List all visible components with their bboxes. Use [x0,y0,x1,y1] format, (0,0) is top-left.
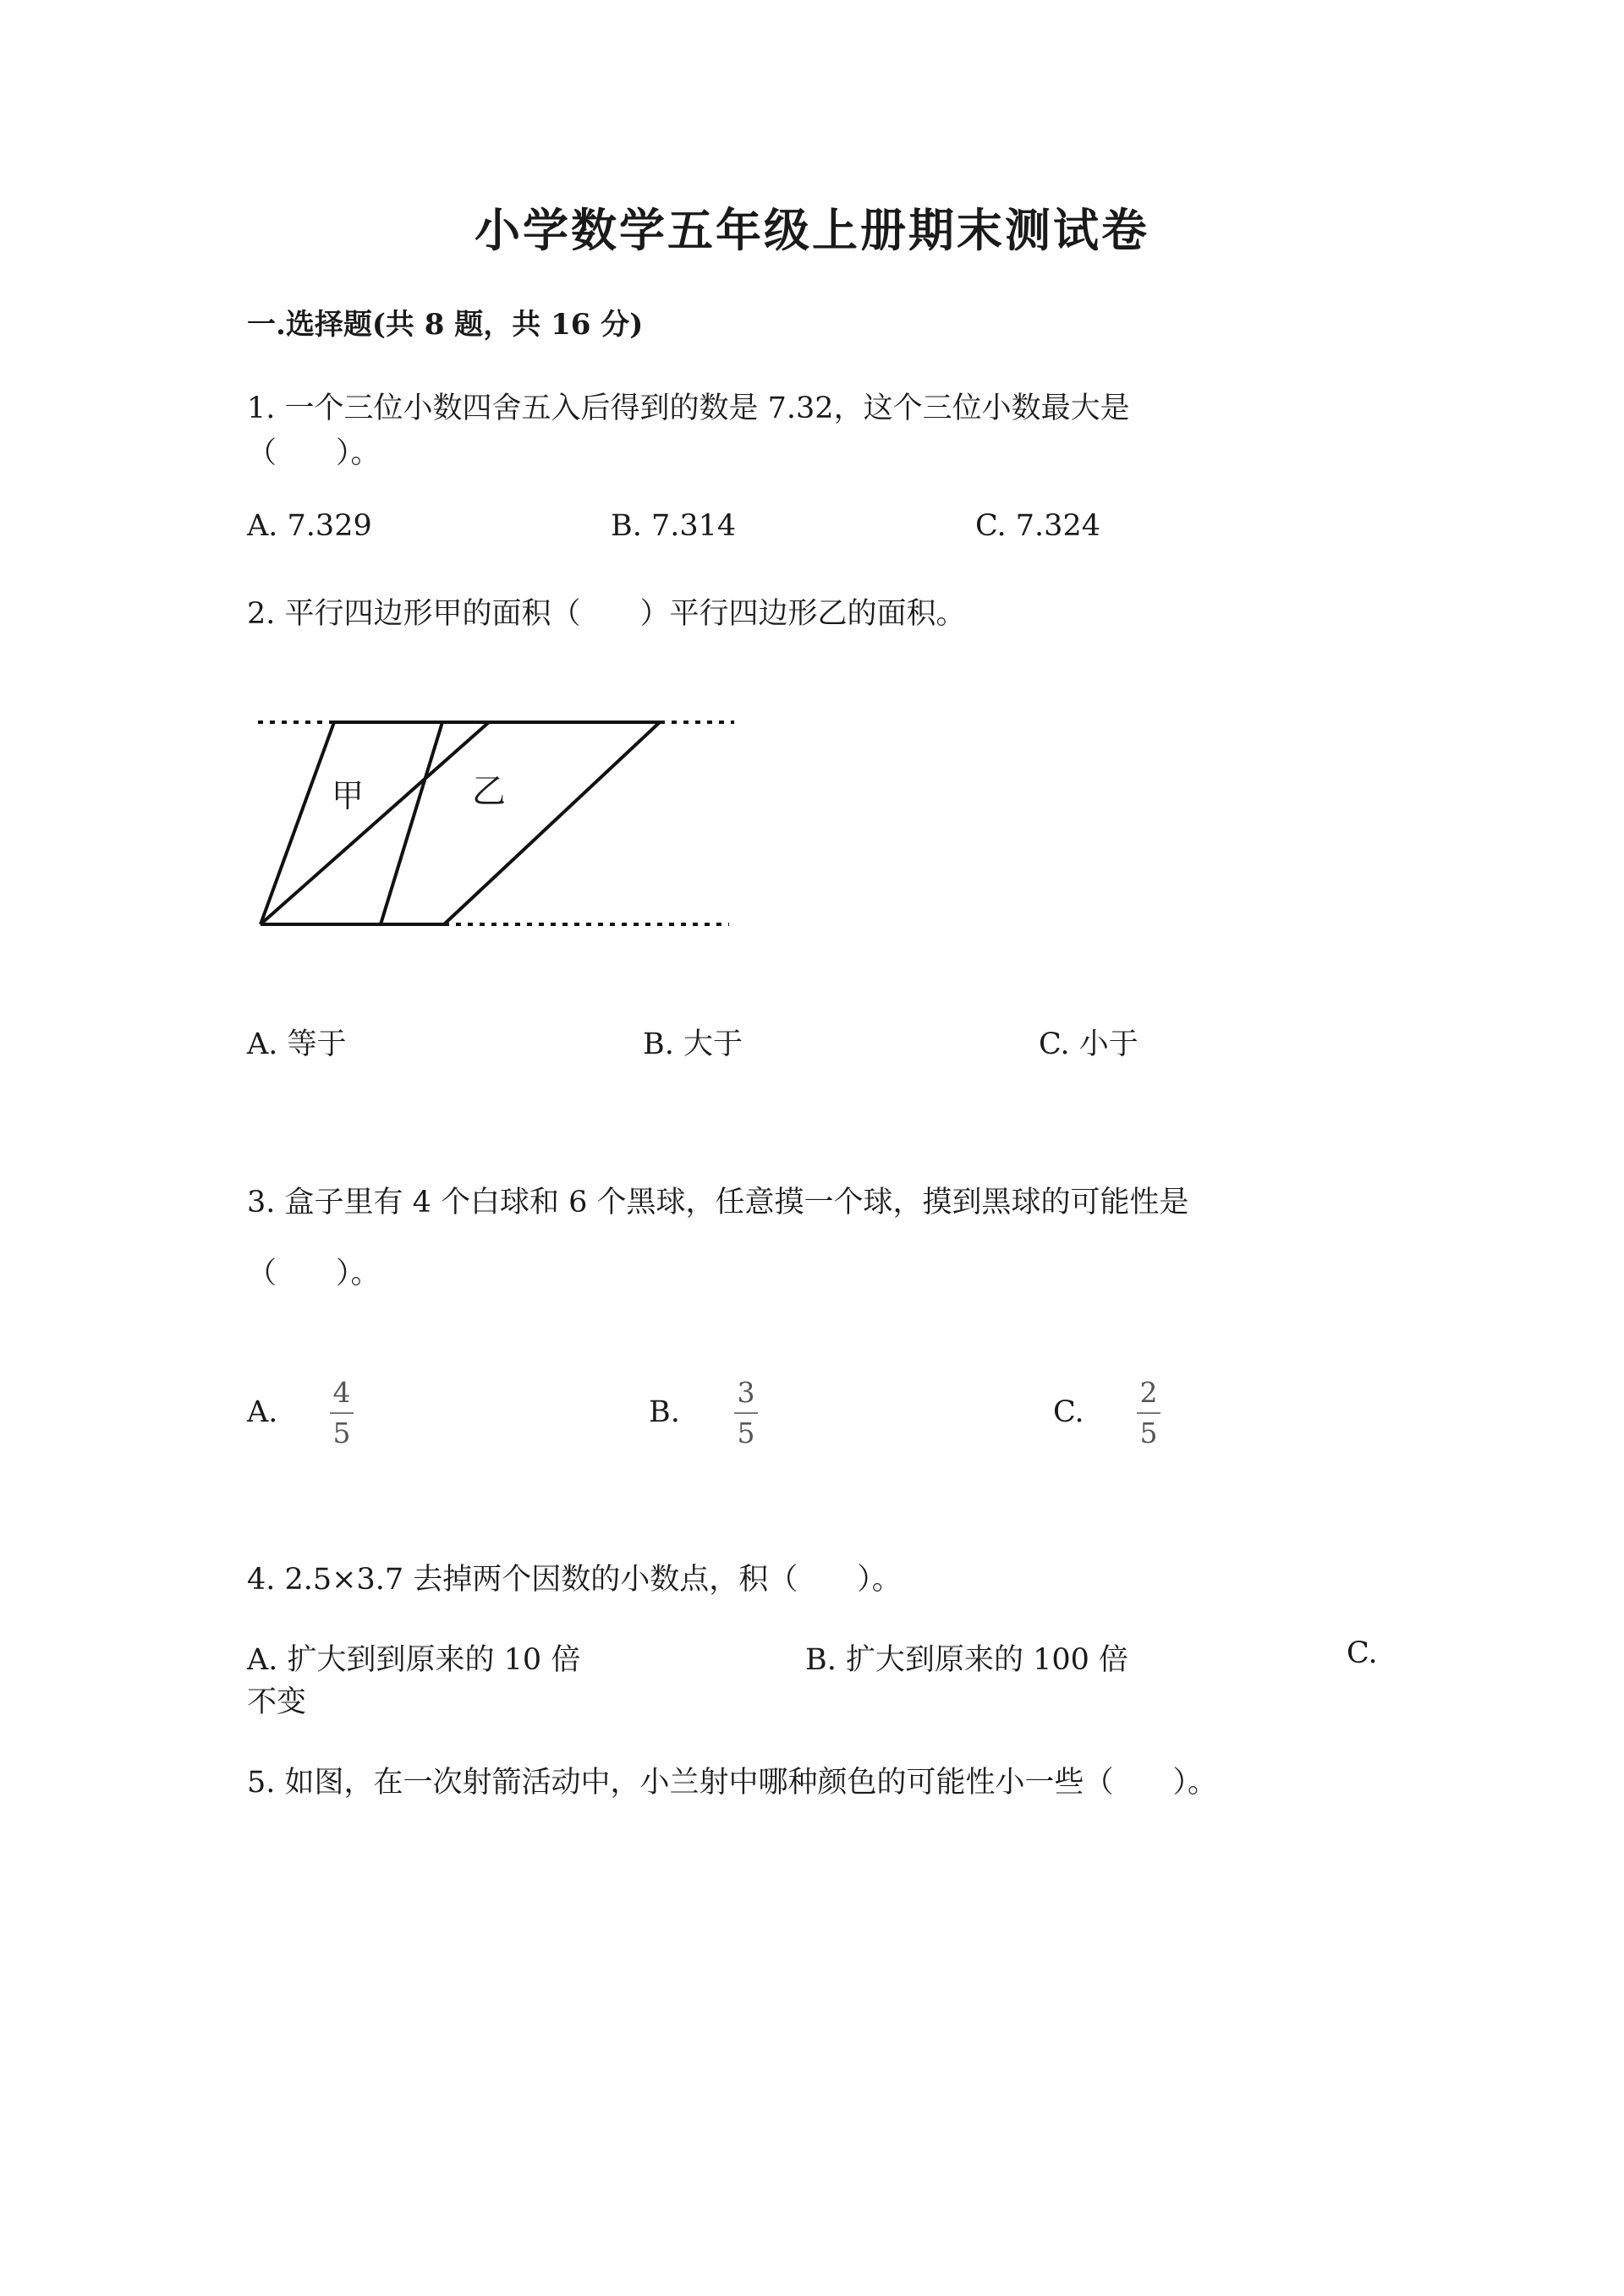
question-1-option-a: A. 7.329 [247,509,372,543]
question-1-option-b: B. 7.314 [611,509,737,543]
question-1-text: 1. 一个三位小数四舍五入后得到的数是 7.32，这个三位小数最大是 [247,392,1130,425]
question-2-option-c: C. 小于 [1039,1027,1138,1061]
question-1-option-c: C. 7.324 [975,509,1100,543]
question-3-option-a-label: A. [247,1395,278,1429]
fraction-bar [330,1412,354,1414]
question-3-option-b-fraction [729,1377,763,1449]
question-4-option-c-text: 不变 [247,1685,307,1719]
question-3-option-c-label: C. [1053,1395,1084,1429]
question-4-option-a: A. 扩大到到原来的 10 倍 [247,1643,581,1677]
figure-label-yi: 乙 [472,772,506,811]
question-4-text: 4. 2.5×3.7 去掉两个因数的小数点，积（ ）。 [247,1563,902,1597]
fraction-bar [1137,1412,1160,1414]
question-3-option-a-fraction [325,1377,359,1449]
question-4-option-c: C. [1347,1636,1378,1670]
question-2-text: 2. 平行四边形甲的面积（ ）平行四边形乙的面积。 [247,597,966,631]
question-3-blank: （ ）。 [247,1257,381,1290]
section-heading: 一.选择题(共 8 题，共 16 分) [247,308,644,342]
jia-right-edge [381,722,442,924]
question-3-text: 3. 盒子里有 4 个白球和 6 个黑球，任意摸一个球，摸到黑球的可能性是 [247,1186,1189,1219]
fraction-denominator: 5 [332,1417,351,1449]
fraction-denominator: 5 [737,1417,755,1449]
fraction-numerator: 2 [1139,1376,1158,1409]
question-2-option-b: B. 大于 [643,1027,743,1061]
fraction-numerator: 3 [737,1376,755,1409]
fraction-denominator: 5 [1139,1417,1158,1449]
question-2-option-a: A. 等于 [247,1027,347,1061]
figure-label-jia: 甲 [332,777,365,814]
yi-diagonal-edge [261,722,489,924]
fraction-bar [734,1412,758,1414]
page-title: 小学数学五年级上册期末测试卷 [475,203,1149,257]
yi-right-edge [444,722,660,924]
question-3-option-c-fraction [1132,1377,1166,1449]
question-3-option-b-label: B. [649,1395,680,1429]
fraction-numerator: 4 [332,1376,351,1409]
question-1-blank: （ ）。 [247,436,381,470]
question-4-option-b: B. 扩大到原来的 100 倍 [805,1643,1129,1677]
question-5-text: 5. 如图，在一次射箭活动中，小兰射中哪种颜色的可能性小一些（ ）。 [247,1766,1218,1800]
